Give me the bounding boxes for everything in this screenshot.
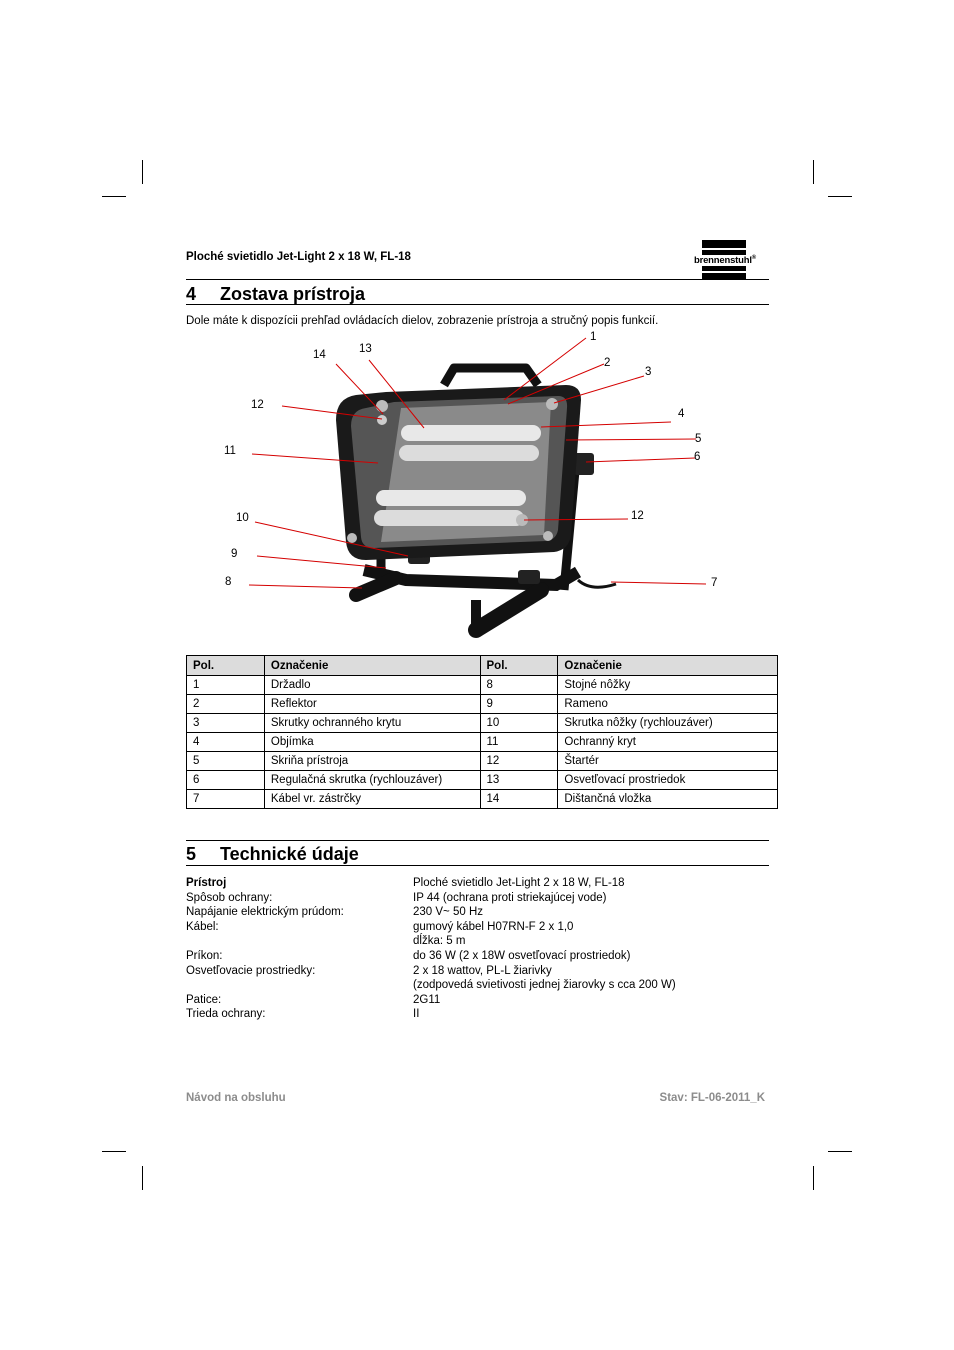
figure-callout: 2 [604,357,611,369]
table-header-row [187,656,778,676]
section-number: 4 [186,284,197,304]
figure-callout: 11 [224,445,236,457]
brennenstuhl-logo [694,240,768,280]
figure-callout: 12 [631,510,644,522]
figure-callout: 7 [711,577,718,589]
footer-left: Návod na obsluhu [186,1092,286,1104]
table-row [187,695,778,714]
table-row [187,771,778,790]
spec-row [186,905,676,920]
crop-mark [813,1166,814,1190]
table-cell: Držadlo [264,676,480,695]
table-cell: Ochranný kryt [558,733,778,752]
spec-label: Napájanie elektrickým prúdom: [186,906,344,919]
table-cell: 8 [480,676,558,695]
table-cell: Skrutka nôžky (rychlouzáver) [558,714,778,733]
section-4-intro: Dole máte k dispozícii prehľad ovládacích dielov, zobrazenie prístroja a stručný popis funkcií. [186,315,659,327]
spec-label: Prístroj [186,877,227,889]
table-cell: Kábel vr. zástrčky [264,790,480,809]
table-cell: 12 [480,752,558,771]
crop-mark [813,160,814,184]
table-cell: Stojné nôžky [558,676,778,695]
table-cell: 2 [187,695,265,714]
spec-row [186,993,676,1008]
section-5-top-rule [186,840,769,841]
spec-label: Kábel: [186,920,219,933]
spec-row [186,1007,676,1022]
table-cell: Skriňa prístroja [264,752,480,771]
figure-callout: 13 [359,343,372,355]
figure-callout: 8 [225,576,232,588]
table-cell: 6 [187,771,265,790]
section-title: Technické údaje [220,844,359,864]
table-cell: Reflektor [264,695,480,714]
crop-mark [142,160,143,184]
crop-mark [102,196,126,197]
crop-mark [142,1166,143,1190]
section-4-rule [186,304,769,305]
table-cell: 7 [187,790,265,809]
figure-callout: 6 [694,451,701,463]
spec-value: II [413,1008,420,1021]
figure-callout: 9 [231,548,238,560]
table-cell: 11 [480,733,558,752]
spec-value: 2G11 [413,993,441,1006]
table-row [187,676,778,695]
spec-value: Ploché svietidlo Jet-Light 2 x 18 W, FL-18 [413,877,625,889]
spec-row [186,891,676,906]
technical-specs [186,876,676,1022]
spec-label: Trieda ochrany: [186,1008,266,1021]
figure-callout: 1 [590,331,597,343]
table-cell: Regulačná skrutka (rychlouzáver) [264,771,480,790]
footer-right: Stav: FL-06-2011_K [659,1092,765,1104]
section-5-heading [186,844,359,865]
crop-mark [828,196,852,197]
spec-label: Patice: [186,993,222,1006]
table-cell: Rameno [558,695,778,714]
table-cell: 9 [480,695,558,714]
spec-value: 230 V~ 50 Hz [413,906,484,919]
document-header-title: Ploché svietidlo Jet-Light 2 x 18 W, FL-18 [186,251,411,263]
spec-label: Osvetľovacie prostriedky: [186,964,316,977]
table-cell: Skrutky ochranného krytu [264,714,480,733]
spec-value: IP 44 (ochrana proti striekajúcej vode) [413,891,607,904]
figure-callout: 10 [236,512,249,524]
section-number: 5 [186,844,197,864]
table-row [187,790,778,809]
table-cell: 4 [187,733,265,752]
spec-value: do 36 W (2 x 18W osvetľovací prostriedok) [413,949,631,962]
table-row [187,733,778,752]
table-cell: Objímka [264,733,480,752]
table-cell: 13 [480,771,558,790]
logo-text: brennenstuhl [694,255,752,267]
section-title: Zostava prístroja [220,284,366,304]
header-rule [186,279,769,280]
device-figure [186,330,769,645]
table-cell: Štartér [558,752,778,771]
table-row [187,752,778,771]
table-cell: Dištančná vložka [558,790,778,809]
spec-label: Spôsob ochrany: [186,891,273,904]
figure-callout: 12 [251,399,264,411]
table-cell: 1 [187,676,265,695]
spec-row [186,964,676,993]
spec-row [186,920,676,949]
figure-callout: 4 [678,408,685,420]
table-row [187,714,778,733]
crop-mark [102,1151,126,1152]
table-cell: 14 [480,790,558,809]
table-cell: 5 [187,752,265,771]
crop-mark [828,1151,852,1152]
figure-callout: 14 [313,349,326,361]
spec-row [186,876,676,891]
table-cell: 10 [480,714,558,733]
column-header: Označenie [264,656,480,676]
spec-label: Príkon: [186,949,223,962]
table-cell: Osvetľovací prostriedok [558,771,778,790]
spec-value: 2 x 18 wattov, PL-L žiarivky (zodpovedá svietivosti jednej žiarovky s cca 200 W) [413,964,676,992]
figure-callout: 3 [645,366,652,378]
parts-table [186,655,778,809]
section-5-rule [186,865,769,866]
figure-callout: 5 [695,433,702,445]
table-cell: 3 [187,714,265,733]
column-header: Označenie [558,656,778,676]
spec-row [186,949,676,964]
column-header: Pol. [187,656,265,676]
logo-registered-mark: ® [751,255,757,261]
spec-value: gumový kábel H07RN-F 2 x 1,0 dĺžka: 5 m [413,920,574,948]
floodlight-illustration [186,330,769,645]
section-4-heading [186,284,365,305]
column-header: Pol. [480,656,558,676]
